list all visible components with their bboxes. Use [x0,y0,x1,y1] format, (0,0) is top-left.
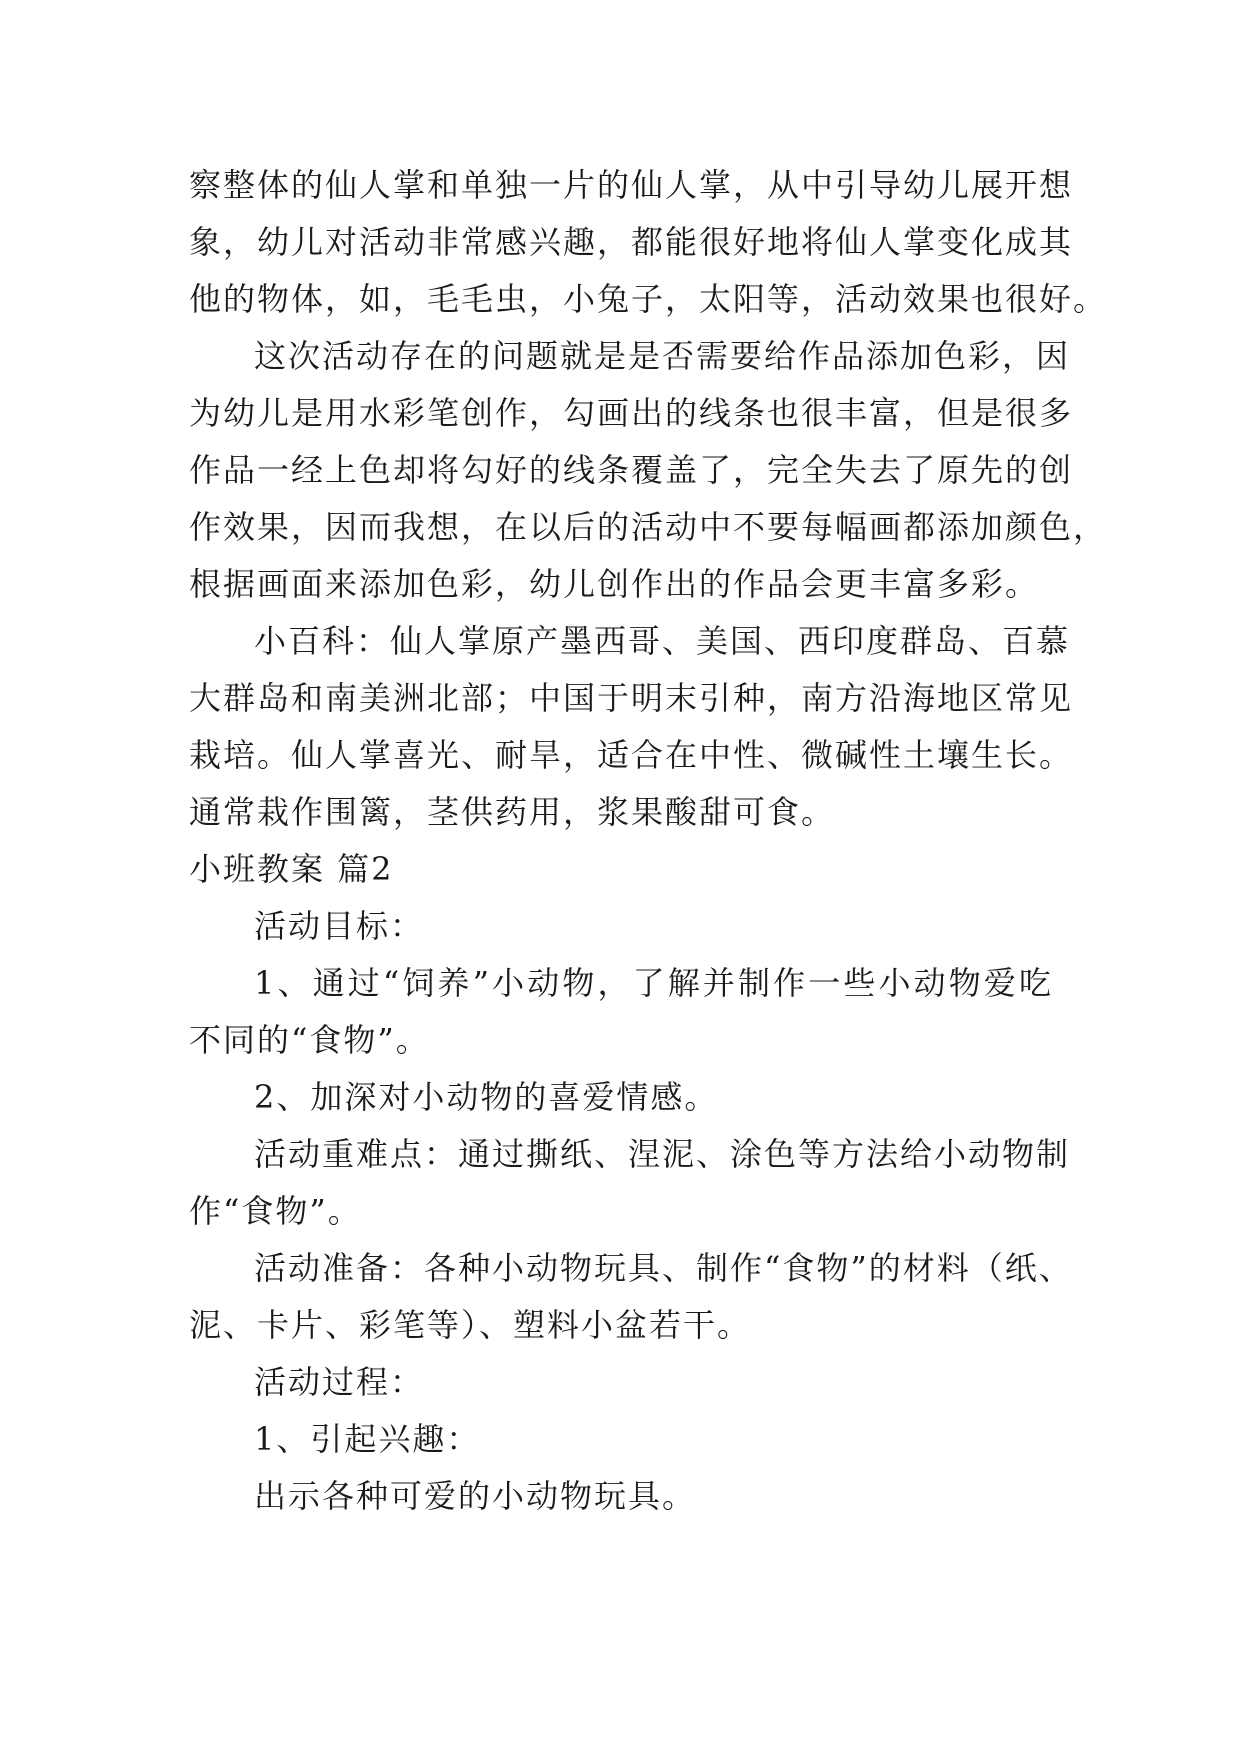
paragraph-line: 不同的“食物”。 [189,1021,430,1059]
paragraph-line: 活动目标： [254,907,425,945]
paragraph-line: 象，幼儿对活动非常感兴趣，都能很好地将仙人掌变化成其 [189,223,1074,261]
section-heading: 小班教案 篇2 [189,850,394,888]
paragraph-line: 作效果，因而我想，在以后的活动中不要每幅画都添加颜色， [189,508,1108,546]
paragraph-line: 小百科：仙人掌原产墨西哥、美国、西印度群岛、百慕 [254,622,1071,660]
paragraph-line: 1、通过“饲养”小动物，了解并制作一些小动物爱吃 [254,964,1053,1002]
paragraph-line: 根据画面来添加色彩，幼儿创作出的作品会更丰富多彩。 [189,565,1040,603]
paragraph-line: 栽培。仙人掌喜光、耐旱，适合在中性、微碱性土壤生长。 [189,736,1074,774]
paragraph-line: 2、加深对小动物的喜爱情感。 [254,1078,719,1116]
paragraph-line: 作品一经上色却将勾好的线条覆盖了，完全失去了原先的创 [189,451,1074,489]
paragraph-line: 他的物体，如，毛毛虫，小兔子，太阳等，活动效果也很好。 [189,280,1108,318]
paragraph-line: 这次活动存在的问题就是是否需要给作品添加色彩，因 [254,337,1071,375]
paragraph-line: 为幼儿是用水彩笔创作，勾画出的线条也很丰富，但是很多 [189,394,1074,432]
paragraph-line: 1、引起兴趣： [254,1420,481,1458]
paragraph-line: 活动准备：各种小动物玩具、制作“食物”的材料（纸、 [254,1249,1073,1287]
paragraph-line: 察整体的仙人掌和单独一片的仙人掌，从中引导幼儿展开想 [189,166,1074,204]
paragraph-line: 通常栽作围篱，茎供药用，浆果酸甜可食。 [189,793,836,831]
paragraph-line: 出示各种可爱的小动物玩具。 [254,1477,697,1515]
paragraph-line: 活动过程： [254,1363,425,1401]
paragraph-line: 作“食物”。 [189,1192,362,1230]
paragraph-line: 活动重难点：通过撕纸、涅泥、涂色等方法给小动物制 [254,1135,1071,1173]
paragraph-line: 大群岛和南美洲北部；中国于明末引种，南方沿海地区常见 [189,679,1074,717]
paragraph-line: 泥、卡片、彩笔等）、塑料小盆若干。 [189,1306,752,1344]
